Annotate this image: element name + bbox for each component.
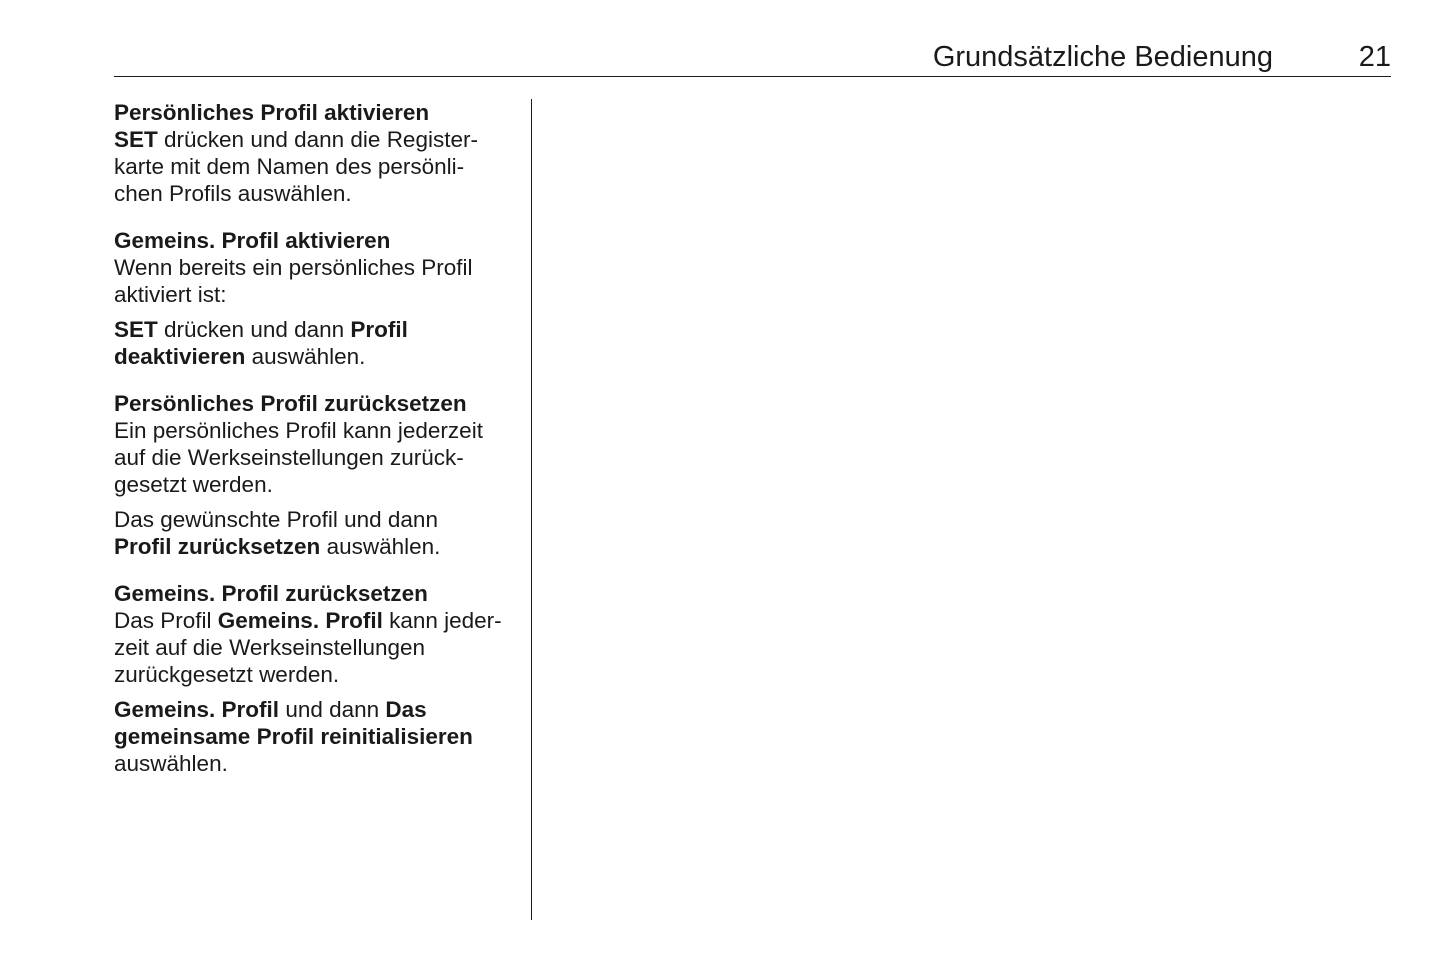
text-line (114, 696, 526, 723)
text-line: auf die Werkseinstellungen zurück- (114, 445, 464, 470)
text-line: chen Profils auswählen. (114, 181, 352, 206)
section-gemeins-profil-zuruecksetzen (114, 580, 526, 777)
paragraph (114, 506, 526, 560)
left-text-column (114, 99, 526, 777)
page-number: 21 (1358, 41, 1391, 73)
ui-term: Gemeins. Profil (217, 608, 383, 633)
text-run: kann jeder- (382, 608, 502, 633)
text-line (114, 316, 526, 343)
section-heading: Persönliches Profil aktivieren (114, 100, 430, 125)
column-divider (531, 99, 532, 920)
paragraph (114, 607, 526, 688)
section-persoenliches-profil-zuruecksetzen (114, 390, 526, 560)
text-line: aktiviert ist: (114, 282, 227, 307)
ui-term: SET (114, 317, 158, 342)
text-line (114, 607, 526, 634)
text-line: gesetzt werden. (114, 472, 273, 497)
ui-term: Das (385, 697, 427, 722)
ui-term: SET (114, 127, 158, 152)
paragraph (114, 316, 526, 370)
text-run: auswählen. (245, 344, 366, 369)
paragraph (114, 126, 526, 207)
text-line: zurückgesetzt werden. (114, 662, 340, 687)
ui-term: Profil zurücksetzen (114, 534, 321, 559)
ui-term: Profil (350, 317, 408, 342)
text-run: und dann (279, 697, 386, 722)
text-line: Das gewünschte Profil und dann (114, 507, 438, 532)
section-heading: Gemeins. Profil zurücksetzen (114, 581, 428, 606)
text-run: drücken und dann (157, 317, 351, 342)
section-heading: Gemeins. Profil aktivieren (114, 228, 391, 253)
ui-term: Gemeins. Profil (114, 697, 280, 722)
text-run: Das Profil (114, 608, 218, 633)
paragraph (114, 417, 526, 498)
text-line (114, 723, 526, 750)
running-header-title: Grundsätzliche Bedienung (932, 41, 1273, 73)
text-run: drücken und dann die Register- (157, 127, 478, 152)
text-line: karte mit dem Namen des persönli- (114, 154, 465, 179)
text-line: zeit auf die Werkseinstellungen (114, 635, 426, 660)
text-line (114, 533, 526, 560)
paragraph (114, 696, 526, 777)
text-line: auswählen. (114, 751, 228, 776)
section-persoenliches-profil-aktivieren (114, 99, 526, 207)
ui-term: gemeinsame Profil reinitialisieren (114, 724, 473, 749)
ui-term: deaktivieren (114, 344, 246, 369)
text-line (114, 126, 526, 153)
page-header (114, 38, 1391, 77)
section-heading: Persönliches Profil zurücksetzen (114, 391, 467, 416)
section-gemeins-profil-aktivieren (114, 227, 526, 370)
text-line: Wenn bereits ein persönliches Profil (114, 255, 473, 280)
text-line: Ein persönliches Profil kann jederzeit (114, 418, 483, 443)
text-run: auswählen. (320, 534, 441, 559)
text-line (114, 343, 526, 370)
paragraph (114, 254, 526, 308)
